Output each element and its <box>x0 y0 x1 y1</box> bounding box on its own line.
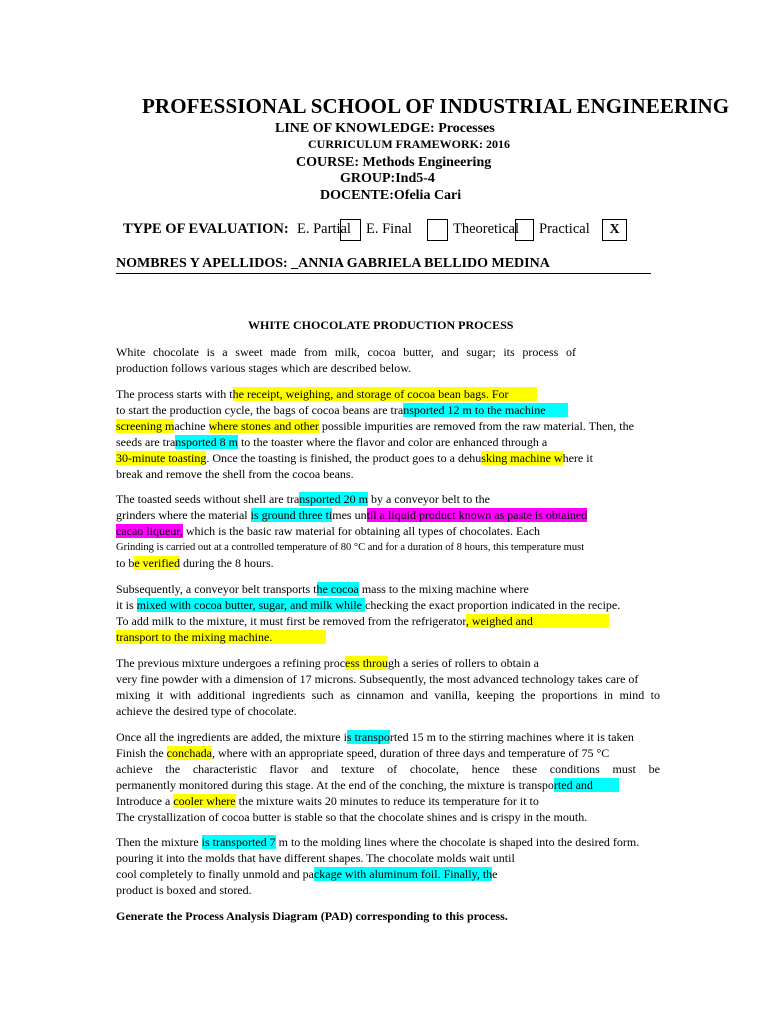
paragraph-line: transport to the mixing machine. <box>116 629 660 645</box>
paragraph-line: production follows various stages which are described below. <box>116 361 412 375</box>
final-checkbox <box>427 219 448 241</box>
paragraph-line: cacao liqueur, which is the basic raw material for obtaining all types of chocolates. Each <box>116 524 541 538</box>
paragraph-line: screening machine where stones and other possible impurities are removed from the raw material. Then, the <box>116 419 634 433</box>
curriculum-framework: CURRICULUM FRAMEWORK: 2016 <box>308 137 510 151</box>
theoretical-checkbox <box>515 219 534 241</box>
paragraph-line: The toasted seeds without shell are transported 20 m by a conveyor belt to the <box>116 492 490 506</box>
paragraph-line: break and remove the shell from the cocoa beans. <box>116 467 354 481</box>
paragraph-line: White chocolate is a sweet made from milk, cocoa butter, and sugar; its process of <box>116 345 576 359</box>
paragraph-line: to start the production cycle, the bags of cocoa beans are transported 12 m to the machine <box>116 402 660 418</box>
paragraph-line: The crystallization of cocoa butter is stable so that the chocolate shines and is crispy in the mouth. <box>116 810 588 824</box>
paragraph-line: to be verified during the 8 hours. <box>116 556 274 570</box>
student-names: NOMBRES Y APELLIDOS: _ANNIA GABRIELA BELLIDO MEDINA <box>116 256 550 271</box>
paragraph-line: cool completely to finally unmold and package with aluminum foil. Finally, the <box>116 867 498 881</box>
evaluation-label: TYPE OF EVALUATION: <box>123 221 289 237</box>
partial-checkbox <box>340 219 361 241</box>
evaluation-practical: Practical <box>539 221 590 237</box>
paragraph-line: pouring it into the molds that have different shapes. The chocolate molds wait until <box>116 851 515 865</box>
paragraph-line: Finish the conchada, where with an appropriate speed, duration of three days and temperature of 75 °C <box>116 746 610 760</box>
paragraph-line: Subsequently, a conveyor belt transports the cocoa mass to the mixing machine where <box>116 582 529 596</box>
paragraph-line: product is boxed and stored. <box>116 883 252 897</box>
paragraph-line: The previous mixture undergoes a refining process through a series of rollers to obtain a <box>116 656 540 670</box>
paragraph-line: To add milk to the mixture, it must first be removed from the refrigerator, weighed and <box>116 613 660 629</box>
final-instruction: Generate the Process Analysis Diagram (PAD) corresponding to this process. <box>116 909 508 923</box>
paragraph-line: grinders where the material is ground three times until a liquid product known as paste is obtained <box>116 508 588 522</box>
line-of-knowledge: LINE OF KNOWLEDGE: Processes <box>275 121 495 136</box>
paragraph-line: 30-minute toasting. Once the toasting is finished, the product goes to a dehusking machine where it <box>116 451 593 465</box>
paragraph-line: Grinding is carried out at a controlled temperature of 80 °C and for a duration of 8 hours, this temperature must <box>116 542 585 553</box>
paragraph-line: permanently monitored during this stage. At the end of the conching, the mixture is transported and <box>116 777 660 793</box>
paragraph-line: Introduce a cooler where the mixture waits 20 minutes to reduce its temperature for it to <box>116 794 539 808</box>
paragraph-line: achieve the desired type of chocolate. <box>116 704 297 718</box>
names-underline <box>116 273 651 274</box>
docente: DOCENTE:Ofelia Cari <box>320 188 462 203</box>
paragraph-line: very fine powder with a dimension of 17 microns. Subsequently, the most advanced technology takes care of <box>116 672 639 686</box>
paragraph-line: Then the mixture is transported 7 m to the molding lines where the chocolate is shaped into the desired form. <box>116 835 640 849</box>
paragraph-line: Once all the ingredients are added, the mixture is transported 15 m to the stirring machines where it is taken <box>116 730 634 744</box>
evaluation-theoretical: Theoretical <box>453 221 520 237</box>
group: GROUP:Ind5-4 <box>340 171 435 186</box>
evaluation-partial: E. Partial <box>297 221 351 237</box>
process-title: WHITE CHOCOLATE PRODUCTION PROCESS <box>248 318 514 332</box>
paragraph-line: it is mixed with cocoa butter, sugar, and milk while checking the exact proportion indicated in the recipe. <box>116 598 621 612</box>
paragraph-line: achieve the characteristic flavor and texture of chocolate, hence these conditions must be <box>116 762 660 776</box>
evaluation-final: E. Final <box>366 221 412 237</box>
paragraph-line: The process starts with the receipt, weighing, and storage of cocoa bean bags. For <box>116 386 660 402</box>
paragraph-line: mixing it with additional ingredients such as cinnamon and vanilla, keeping the proportions in mind to <box>116 688 660 702</box>
course: COURSE: Methods Engineering <box>296 155 492 170</box>
paragraph-line: seeds are transported 8 m to the toaster where the flavor and color are enhanced through a <box>116 435 548 449</box>
school-title: PROFESSIONAL SCHOOL OF INDUSTRIAL ENGINEERING <box>142 94 730 118</box>
practical-checkbox: X <box>602 219 627 241</box>
